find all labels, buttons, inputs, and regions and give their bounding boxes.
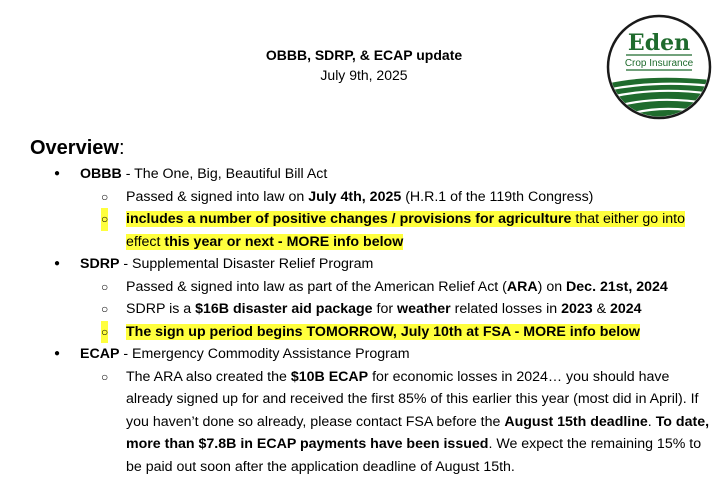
text-run: $16B disaster aid package [195,301,373,317]
text-run: Passed & signed into law as part of the American Relief Act ( [126,278,507,295]
sdrp-label: SDRP [80,256,120,272]
sdrp-item-passed [0,276,728,299]
text-run: The sign up period begins TOMORROW, July 10th at FSA - MORE info below [126,323,640,340]
text-run: . We expect the remaining 15% to be paid out soon after the application deadline of August 15th. [126,436,702,475]
text-run: Passed & signed into law on [126,188,309,205]
logo-brand: Eden [627,30,691,56]
overview-heading [30,136,125,160]
text-run: $10B ECAP [290,368,369,385]
text-run: related losses in [450,301,562,317]
text-run: ) on [537,278,567,295]
obbb-label: OBBB [80,166,122,182]
text-run: . [647,413,656,430]
sdrp-description: - Supplemental Disaster Relief Program [119,256,374,272]
text-run: (H.R.1 of the 119th Congress) [401,188,594,205]
text-run: for economic losses in 2024… you should have already signed up for and received the first 85% of this earlier this year (most did in April). If you haven’t done so already, please contact FSA before the [126,368,699,430]
ecap-item-details [0,366,728,479]
sdrp-item-package [0,298,728,321]
text-run: ARA [506,278,538,295]
overview-heading-text: Overview [30,137,119,159]
text-run: includes a number of positive changes / provisions for agriculture [126,211,572,227]
logo-tagline: Crop Insurance [624,58,694,69]
overview-list [0,163,728,478]
document-date: July 9th, 2025 [320,67,408,83]
text-run: 2023 [561,301,593,317]
highlighted-text [126,324,640,340]
text-run: weather [397,301,451,317]
text-run: July 4th, 2025 [308,188,402,205]
list-item-sdrp [0,253,728,276]
text-run: August 15th deadline [504,413,648,430]
list-item-ecap [0,343,728,366]
highlighted-text [126,211,685,250]
sdrp-item-signup [0,321,728,344]
text-run: 2024 [609,301,642,317]
ecap-description: - Emergency Commodity Assistance Program [119,346,410,362]
text-run: for [372,301,398,317]
text-run: Dec. 21st, 2024 [566,278,668,295]
text-run: that either go into effect [126,211,686,250]
text-run: SDRP is a [126,301,196,317]
text-run: To date, more than $7.8B in ECAP payments have been issued [126,413,710,452]
overview-heading-colon: : [118,137,125,159]
ecap-label: ECAP [80,346,120,362]
obbb-item-passed [0,186,728,209]
text-run: The ARA also created the [126,368,291,385]
text-run: & [592,301,610,317]
text-run: this year or next - MORE info below [164,233,404,250]
list-item-obbb [0,163,728,186]
document-title: OBBB, SDRP, & ECAP update [265,47,463,63]
obbb-description: - The One, Big, Beautiful Bill Act [121,166,328,182]
obbb-item-provisions [0,208,728,253]
